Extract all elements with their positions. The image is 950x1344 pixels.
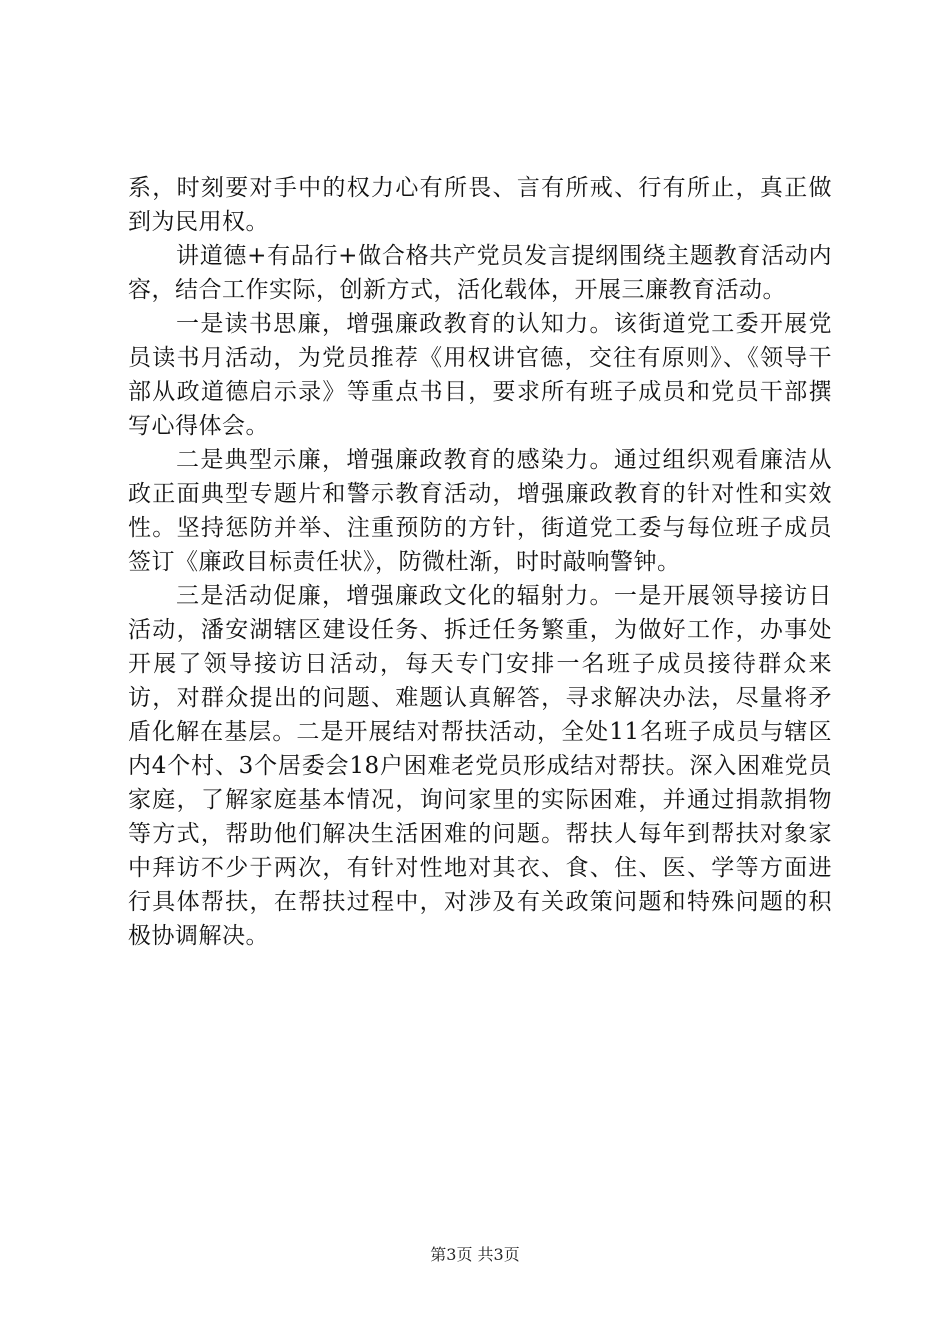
paragraph-activities: 三是活动促廉，增强廉政文化的辐射力。一是开展领导接访日活动，潘安湖辖区建设任务、拆迁任务繁重，为做好工作，办事处开展了领导接访日活动，每天专门安排一名班子成员接待群众来访，对群众提出的问题、难题认真解答，寻求解决办法，尽量将矛盾化解在基层。二是开展结对帮扶活动，全处11名班子成员与辖区内4个村、3个居委会18户困难老党员形成结对帮扶。深入困难党员家庭，了解家庭基本情况，询问家里的实际困难，并通过捐款捐物等方式，帮助他们解决生活困难的问题。帮扶人每年到帮扶对象家中拜访不少于两次，有针对性地对其衣、食、住、医、学等方面进行具体帮扶，在帮扶过程中，对涉及有关政策问题和特殊问题的积极协调解决。 <box>128 583 832 949</box>
paragraph-intro: 讲道德+有品行+做合格共产党员发言提纲围绕主题教育活动内容，结合工作实际，创新方式，活化载体，开展三廉教育活动。 <box>128 243 832 303</box>
page-footer: 第3页 共3页 <box>430 1245 520 1264</box>
document-body <box>128 171 832 953</box>
paragraph-continuation: 系，时刻要对手中的权力心有所畏、言有所戒、行有所止，真正做到为民用权。 <box>128 175 832 235</box>
paragraph-examples: 二是典型示廉，增强廉政教育的感染力。通过组织观看廉洁从政正面典型专题片和警示教育活动，增强廉政教育的针对性和实效性。坚持惩防并举、注重预防的方针，街道党工委与每位班子成员签订《廉政目标责任状》，防微杜渐，时时敲响警钟。 <box>128 447 832 575</box>
paragraph-reading: 一是读书思廉，增强廉政教育的认知力。该街道党工委开展党员读书月活动，为党员推荐《用权讲官德，交往有原则》、《领导干部从政道德启示录》等重点书目，要求所有班子成员和党员干部撰写心得体会。 <box>128 311 832 439</box>
